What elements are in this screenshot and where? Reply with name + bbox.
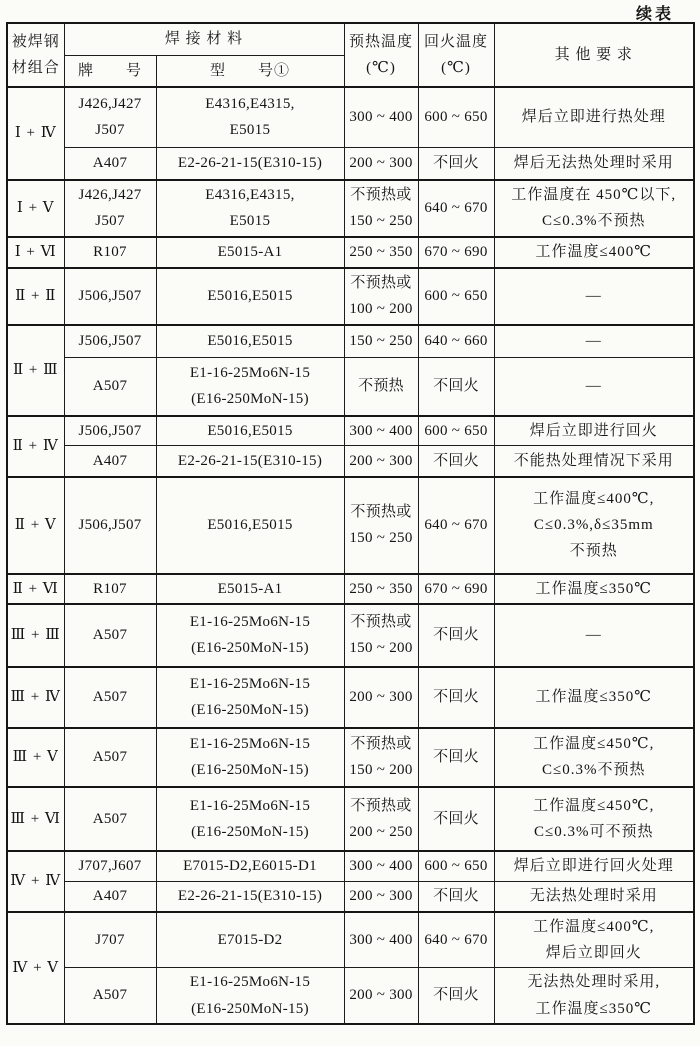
welding-materials-table xyxy=(6,22,695,1025)
cell-combination: Ⅳ + Ⅴ xyxy=(7,912,64,1024)
cell-preheat: 300 ~ 400 xyxy=(344,912,418,968)
cell-other: 焊后立即进行回火处理 xyxy=(494,851,694,882)
cell-model: E7015-D2 xyxy=(156,912,344,968)
table-row xyxy=(7,325,694,358)
cell-other: 无法热处理时采用 xyxy=(494,882,694,912)
cell-temper: 640 ~ 660 xyxy=(418,325,494,358)
cell-temper: 600 ~ 650 xyxy=(418,851,494,882)
cell-preheat: 不预热或 150 ~ 200 xyxy=(344,604,418,667)
cell-preheat: 200 ~ 300 xyxy=(344,446,418,477)
cell-temper: 640 ~ 670 xyxy=(418,180,494,237)
cell-preheat: 150 ~ 250 xyxy=(344,325,418,358)
cell-preheat: 300 ~ 400 xyxy=(344,87,418,147)
cell-model: E2-26-21-15(E310-15) xyxy=(156,147,344,180)
cell-model: E5016,E5015 xyxy=(156,325,344,358)
cell-other: 工作温度≤450℃, C≤0.3%可不预热 xyxy=(494,787,694,851)
cell-model: E1-16-25Mo6N-15 (E16-250MoN-15) xyxy=(156,728,344,787)
cell-other: 不能热处理情况下采用 xyxy=(494,446,694,477)
cell-model: E1-16-25Mo6N-15 (E16-250MoN-15) xyxy=(156,667,344,728)
cell-model: E1-16-25Mo6N-15 (E16-250MoN-15) xyxy=(156,604,344,667)
cell-preheat: 250 ~ 350 xyxy=(344,574,418,604)
continued-table-label: 续表 xyxy=(635,6,674,23)
cell-model: E4316,E4315, E5015 xyxy=(156,180,344,237)
cell-combination: Ⅲ + Ⅵ xyxy=(7,787,64,851)
cell-combination: Ⅱ + Ⅲ xyxy=(7,325,64,416)
cell-model: E2-26-21-15(E310-15) xyxy=(156,882,344,912)
header-brand: 牌 号 xyxy=(64,55,156,87)
cell-model: E5016,E5015 xyxy=(156,268,344,325)
cell-preheat: 250 ~ 350 xyxy=(344,237,418,268)
cell-preheat: 不预热或 100 ~ 200 xyxy=(344,268,418,325)
cell-brand: J506,J507 xyxy=(64,477,156,574)
cell-other: — xyxy=(494,358,694,416)
cell-temper: 670 ~ 690 xyxy=(418,237,494,268)
cell-other: 工作温度≤400℃, C≤0.3%,δ≤35mm 不预热 xyxy=(494,477,694,574)
cell-brand: R107 xyxy=(64,574,156,604)
cell-brand: J506,J507 xyxy=(64,325,156,358)
cell-other: 工作温度≤400℃ xyxy=(494,237,694,268)
cell-temper: 640 ~ 670 xyxy=(418,477,494,574)
cell-combination: Ⅲ + Ⅴ xyxy=(7,728,64,787)
cell-brand: J707,J607 xyxy=(64,851,156,882)
cell-brand: J426,J427 J507 xyxy=(64,180,156,237)
cell-preheat: 200 ~ 300 xyxy=(344,968,418,1024)
cell-brand: A507 xyxy=(64,604,156,667)
cell-brand: A507 xyxy=(64,968,156,1024)
cell-combination: Ⅳ + Ⅳ xyxy=(7,851,64,912)
cell-temper: 640 ~ 670 xyxy=(418,912,494,968)
cell-brand: A407 xyxy=(64,147,156,180)
table-row xyxy=(7,968,694,1024)
cell-model: E5015-A1 xyxy=(156,574,344,604)
header-combination: 被焊钢 材组合 xyxy=(7,23,64,87)
cell-brand: J506,J507 xyxy=(64,268,156,325)
cell-preheat: 不预热或 200 ~ 250 xyxy=(344,787,418,851)
table-row xyxy=(7,268,694,325)
cell-temper: 不回火 xyxy=(418,968,494,1024)
table-row xyxy=(7,147,694,180)
cell-temper: 不回火 xyxy=(418,728,494,787)
cell-temper: 不回火 xyxy=(418,604,494,667)
cell-other: 工作温度≤450℃, C≤0.3%不预热 xyxy=(494,728,694,787)
cell-temper: 不回火 xyxy=(418,882,494,912)
table-row xyxy=(7,416,694,446)
table-body xyxy=(7,87,694,1024)
table-row xyxy=(7,477,694,574)
cell-brand: A407 xyxy=(64,446,156,477)
header-model: 型 号① xyxy=(156,55,344,87)
cell-temper: 不回火 xyxy=(418,787,494,851)
cell-model: E7015-D2,E6015-D1 xyxy=(156,851,344,882)
cell-preheat: 不预热或 150 ~ 200 xyxy=(344,728,418,787)
cell-combination: Ⅰ + Ⅳ xyxy=(7,87,64,180)
cell-model: E5015-A1 xyxy=(156,237,344,268)
cell-brand: J426,J427 J507 xyxy=(64,87,156,147)
cell-combination: Ⅰ + Ⅴ xyxy=(7,180,64,237)
table-row xyxy=(7,87,694,147)
cell-model: E2-26-21-15(E310-15) xyxy=(156,446,344,477)
cell-temper: 600 ~ 650 xyxy=(418,87,494,147)
cell-preheat: 300 ~ 400 xyxy=(344,416,418,446)
cell-brand: A507 xyxy=(64,728,156,787)
cell-brand: A507 xyxy=(64,358,156,416)
cell-combination: Ⅱ + Ⅴ xyxy=(7,477,64,574)
cell-other: 焊后立即进行回火 xyxy=(494,416,694,446)
cell-temper: 不回火 xyxy=(418,446,494,477)
header-temper: 回火温度 (℃) xyxy=(418,23,494,87)
header-materials: 焊 接 材 料 xyxy=(64,23,344,55)
cell-model: E1-16-25Mo6N-15 (E16-250MoN-15) xyxy=(156,787,344,851)
table-row xyxy=(7,180,694,237)
cell-other: 无法热处理时采用, 工作温度≤350℃ xyxy=(494,968,694,1024)
cell-brand: A407 xyxy=(64,882,156,912)
cell-model: E1-16-25Mo6N-15 (E16-250MoN-15) xyxy=(156,358,344,416)
cell-temper: 不回火 xyxy=(418,147,494,180)
cell-other: 焊后立即进行热处理 xyxy=(494,87,694,147)
cell-other: 工作温度在 450℃以下, C≤0.3%不预热 xyxy=(494,180,694,237)
cell-model: E5016,E5015 xyxy=(156,416,344,446)
cell-temper: 600 ~ 650 xyxy=(418,416,494,446)
cell-brand: A507 xyxy=(64,667,156,728)
cell-temper: 不回火 xyxy=(418,358,494,416)
cell-model: E4316,E4315, E5015 xyxy=(156,87,344,147)
cell-preheat: 200 ~ 300 xyxy=(344,667,418,728)
cell-preheat: 不预热 xyxy=(344,358,418,416)
cell-model: E1-16-25Mo6N-15 (E16-250MoN-15) xyxy=(156,968,344,1024)
table-row xyxy=(7,667,694,728)
cell-other: — xyxy=(494,268,694,325)
cell-brand: J707 xyxy=(64,912,156,968)
cell-preheat: 不预热或 150 ~ 250 xyxy=(344,477,418,574)
cell-combination: Ⅲ + Ⅳ xyxy=(7,667,64,728)
table-header xyxy=(7,23,694,87)
cell-other: 工作温度≤400℃, 焊后立即回火 xyxy=(494,912,694,968)
table-row xyxy=(7,446,694,477)
cell-other: — xyxy=(494,604,694,667)
table-row xyxy=(7,237,694,268)
table-row xyxy=(7,728,694,787)
cell-preheat: 300 ~ 400 xyxy=(344,851,418,882)
cell-preheat: 200 ~ 300 xyxy=(344,882,418,912)
cell-other: 焊后无法热处理时采用 xyxy=(494,147,694,180)
table-row xyxy=(7,604,694,667)
cell-combination: Ⅱ + Ⅳ xyxy=(7,416,64,477)
cell-other: 工作温度≤350℃ xyxy=(494,667,694,728)
table-row xyxy=(7,358,694,416)
cell-combination: Ⅲ + Ⅲ xyxy=(7,604,64,667)
cell-preheat: 不预热或 150 ~ 250 xyxy=(344,180,418,237)
table-row xyxy=(7,851,694,882)
header-preheat: 预热温度 (℃) xyxy=(344,23,418,87)
header-other: 其 他 要 求 xyxy=(494,23,694,87)
cell-brand: A507 xyxy=(64,787,156,851)
cell-other: — xyxy=(494,325,694,358)
cell-preheat: 200 ~ 300 xyxy=(344,147,418,180)
cell-combination: Ⅰ + Ⅵ xyxy=(7,237,64,268)
cell-temper: 600 ~ 650 xyxy=(418,268,494,325)
cell-combination: Ⅱ + Ⅵ xyxy=(7,574,64,604)
cell-other: 工作温度≤350℃ xyxy=(494,574,694,604)
cell-temper: 不回火 xyxy=(418,667,494,728)
cell-temper: 670 ~ 690 xyxy=(418,574,494,604)
table-row xyxy=(7,912,694,968)
table-row xyxy=(7,787,694,851)
cell-combination: Ⅱ + Ⅱ xyxy=(7,268,64,325)
table-row xyxy=(7,882,694,912)
cell-brand: R107 xyxy=(64,237,156,268)
cell-model: E5016,E5015 xyxy=(156,477,344,574)
table-row xyxy=(7,574,694,604)
cell-brand: J506,J507 xyxy=(64,416,156,446)
